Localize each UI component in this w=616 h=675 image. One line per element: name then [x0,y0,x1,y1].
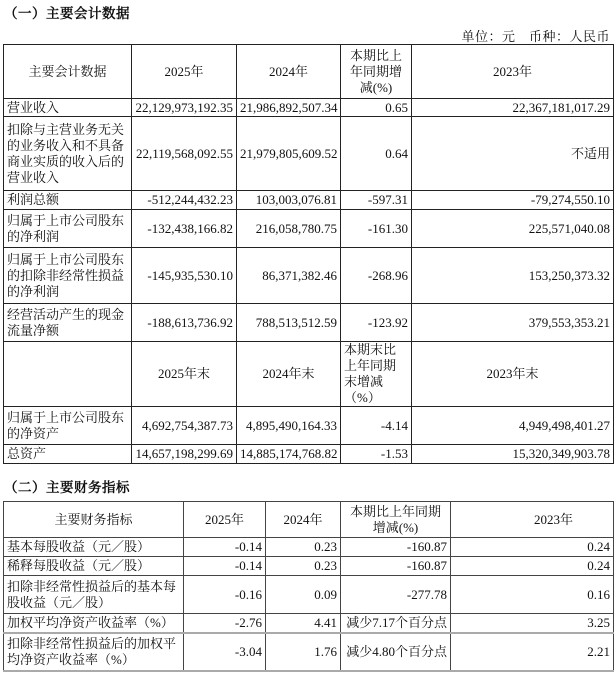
value-change: -160.87 [341,538,451,557]
value-2024: 103,003,076.81 [237,191,341,210]
row-label: 利润总额 [4,191,132,210]
header-change: 本期比上年同期增减(%) [341,45,412,99]
table-row [4,210,614,248]
value-2024: 0.23 [266,538,341,557]
value-2023: 0.24 [451,538,614,557]
value-2025: -0.14 [184,538,266,557]
table-row [4,304,614,342]
value-2024: 216,058,780.75 [237,210,341,248]
value-change: -268.96 [341,248,412,304]
row-label: 归属于上市公司股东的净利润 [4,210,132,248]
value-2025: 22,129,973,192.35 [132,99,237,117]
value-change: -160.87 [341,557,451,576]
value-2023: 3.25 [451,614,614,633]
row-label: 总资产 [4,445,132,464]
value-2024: 21,979,805,609.52 [237,117,341,191]
table-row [4,248,614,304]
value-2023: 15,320,349,903.78 [412,445,614,464]
header-2024-end: 2024年末 [237,342,341,407]
header-2023: 2023年 [451,502,614,538]
value-2025: -132,438,166.82 [132,210,237,248]
value-change: -161.30 [341,210,412,248]
header-2023-end: 2023年末 [412,342,614,407]
table-row [4,99,614,117]
value-2025: 14,657,198,299.69 [132,445,237,464]
value-2024: 4,895,490,164.33 [237,407,341,445]
row-label: 归属于上市公司股东的扣除非经常性损益的净利润 [4,248,132,304]
value-2025: -512,244,432.23 [132,191,237,210]
value-change: -123.92 [341,304,412,342]
value-change: -277.78 [341,576,451,614]
header-item: 主要会计数据 [4,45,132,99]
header-item [4,342,132,407]
section-title-financial-indicators: （二）主要财务指标 [4,480,130,496]
value-2023: 2.21 [451,633,614,671]
row-label: 归属于上市公司股东的净资产 [4,407,132,445]
table-header-row-period-end [4,342,614,407]
value-2024: 0.23 [266,557,341,576]
row-label: 扣除非经常性损益后的加权平均净资产收益率（%） [4,633,184,671]
value-2024: 86,371,382.46 [237,248,341,304]
header-2025: 2025年 [184,502,266,538]
value-2023: 不适用 [412,117,614,191]
value-2023: 22,367,181,017.29 [412,99,614,117]
row-label: 营业收入 [4,99,132,117]
table-row [4,557,614,576]
row-label: 加权平均净资产收益率（%） [4,614,184,633]
unit-currency-note: 单位：元 币种：人民币 [461,29,610,44]
value-2024: 0.09 [266,576,341,614]
table-row [4,614,614,633]
value-2025: -145,935,530.10 [132,248,237,304]
value-2023: -79,274,550.10 [412,191,614,210]
value-2023: 153,250,373.32 [412,248,614,304]
header-2023: 2023年 [412,45,614,99]
value-2025: -0.16 [184,576,266,614]
table-row [4,445,614,464]
value-change: 0.65 [341,99,412,117]
value-2023: 4,949,498,401.27 [412,407,614,445]
table-header-row [4,45,614,99]
accounting-data-table [3,44,614,464]
header-change: 本期比上年同期增减(%) [341,502,451,538]
value-2025: -0.14 [184,557,266,576]
financial-indicators-table [3,501,614,672]
value-2024: 14,885,174,768.82 [237,445,341,464]
table-row [4,407,614,445]
value-2023: 379,553,353.21 [412,304,614,342]
value-2023: 0.24 [451,557,614,576]
table-row [4,576,614,614]
value-change: -597.31 [341,191,412,210]
table-row [4,117,614,191]
value-2025: -2.76 [184,614,266,633]
value-change: -1.53 [341,445,412,464]
value-change: -4.14 [341,407,412,445]
value-change: 0.64 [341,117,412,191]
value-2025: -3.04 [184,633,266,671]
header-2024: 2024年 [266,502,341,538]
row-label: 扣除非经常性损益后的基本每股收益（元／股） [4,576,184,614]
table-row [4,633,614,671]
value-2024: 1.76 [266,633,341,671]
header-2025-end: 2025年末 [132,342,237,407]
row-label: 扣除与主营业务无关的业务收入和不具备商业实质的收入后的营业收入 [4,117,132,191]
table-header-row [4,502,614,538]
value-change: 减少7.17个百分点 [341,614,451,633]
header-2024: 2024年 [237,45,341,99]
table-row [4,191,614,210]
table-row [4,538,614,557]
row-label: 稀释每股收益（元／股） [4,557,184,576]
value-2025: 22,119,568,092.55 [132,117,237,191]
row-label: 基本每股收益（元／股） [4,538,184,557]
header-item: 主要财务指标 [4,502,184,538]
value-2024: 788,513,512.59 [237,304,341,342]
value-change: 减少4.80个百分点 [341,633,451,671]
value-2024: 4.41 [266,614,341,633]
value-2025: -188,613,736.92 [132,304,237,342]
row-label: 经营活动产生的现金流量净额 [4,304,132,342]
value-2025: 4,692,754,387.73 [132,407,237,445]
value-2023: 225,571,040.08 [412,210,614,248]
header-change-end: 本期末比上年同期末增减（%） [341,342,412,407]
value-2024: 21,986,892,507.34 [237,99,341,117]
section-title-accounting-data: （一）主要会计数据 [4,6,130,22]
value-2023: 0.16 [451,576,614,614]
header-2025: 2025年 [132,45,237,99]
